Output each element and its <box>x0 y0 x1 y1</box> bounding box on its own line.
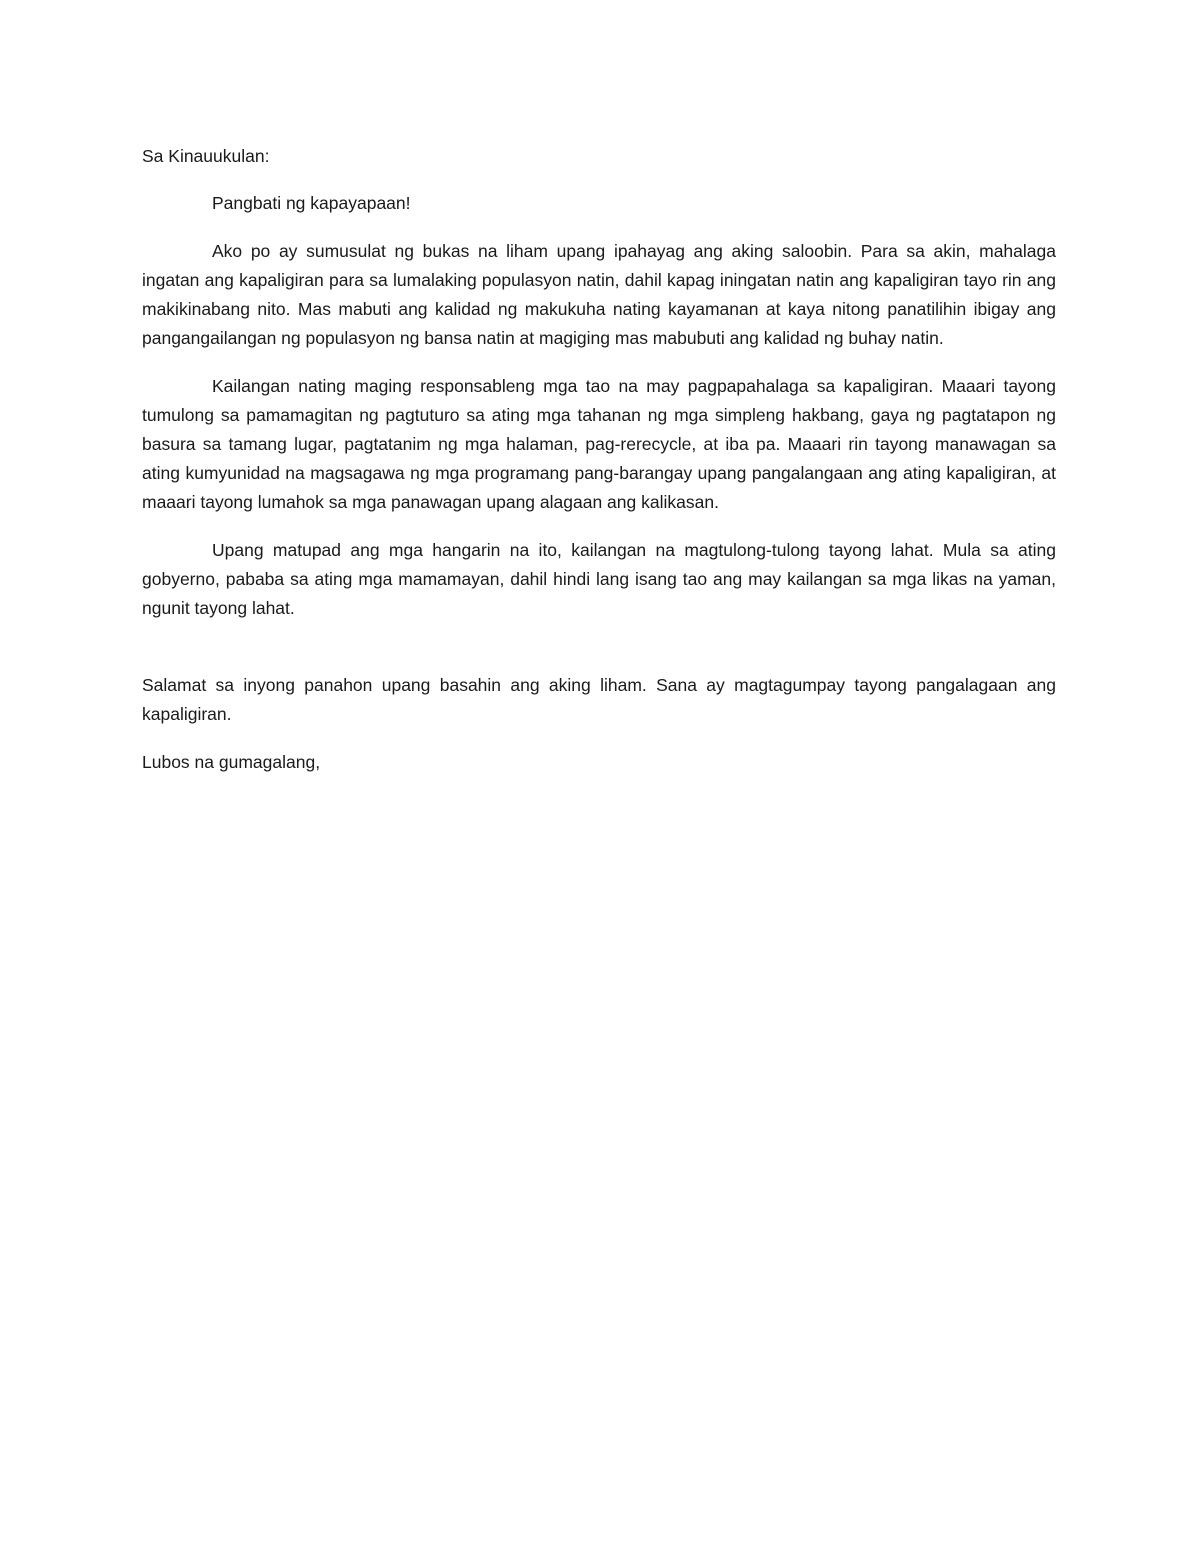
sign-off: Lubos na gumagalang, <box>142 752 321 772</box>
letter-body <box>142 142 1056 777</box>
greeting: Pangbati ng kapayapaan! <box>212 193 411 213</box>
body-paragraph-1: Ako po ay sumusulat ng bukas na liham upang ipahayag ang aking saloobin. Para sa akin, mahalaga ingatan ang kapaligiran para sa lumalaking populasyon natin, dahil kapag iningatan natin ang kapaligiran tayo rin ang makikinabang nito. Mas mabuti ang kalidad ng makukuha nating kayamanan at kaya nitong panatilihin ibigay ang pangangailangan ng populasyon ng bansa natin at magiging mas mabubuti ang kalidad ng buhay natin. <box>142 241 1056 348</box>
salutation: Sa Kinauukulan: <box>142 146 270 166</box>
body-paragraph-3: Upang matupad ang mga hangarin na ito, kailangan na magtulong-tulong tayong lahat. Mula sa ating gobyerno, pababa sa ating mga mamamayan, dahil hindi lang isang tao ang may kailangan sa mga likas na yaman, ngunit tayong lahat. <box>142 540 1056 618</box>
closing-paragraph: Salamat sa inyong panahon upang basahin ang aking liham. Sana ay magtagumpay tayong pangalagaan ang kapaligiran. <box>142 675 1056 724</box>
body-paragraph-2: Kailangan nating maging responsableng mga tao na may pagpapahalaga sa kapaligiran. Maaari tayong tumulong sa pamamagitan ng pagtuturo sa ating mga tahanan ng mga simpleng hakbang, gaya ng pagtatapon ng basura sa tamang lugar, pagtatanim ng mga halaman, pag-rerecycle, at iba pa. Maaari rin tayong manawagan sa ating kumyunidad na magsagawa ng mga programang pang-barangay upang pangalangaan ang ating kapaligiran, at maaari tayong lumahok sa mga panawagan upang alagaan ang kalikasan. <box>142 376 1056 512</box>
